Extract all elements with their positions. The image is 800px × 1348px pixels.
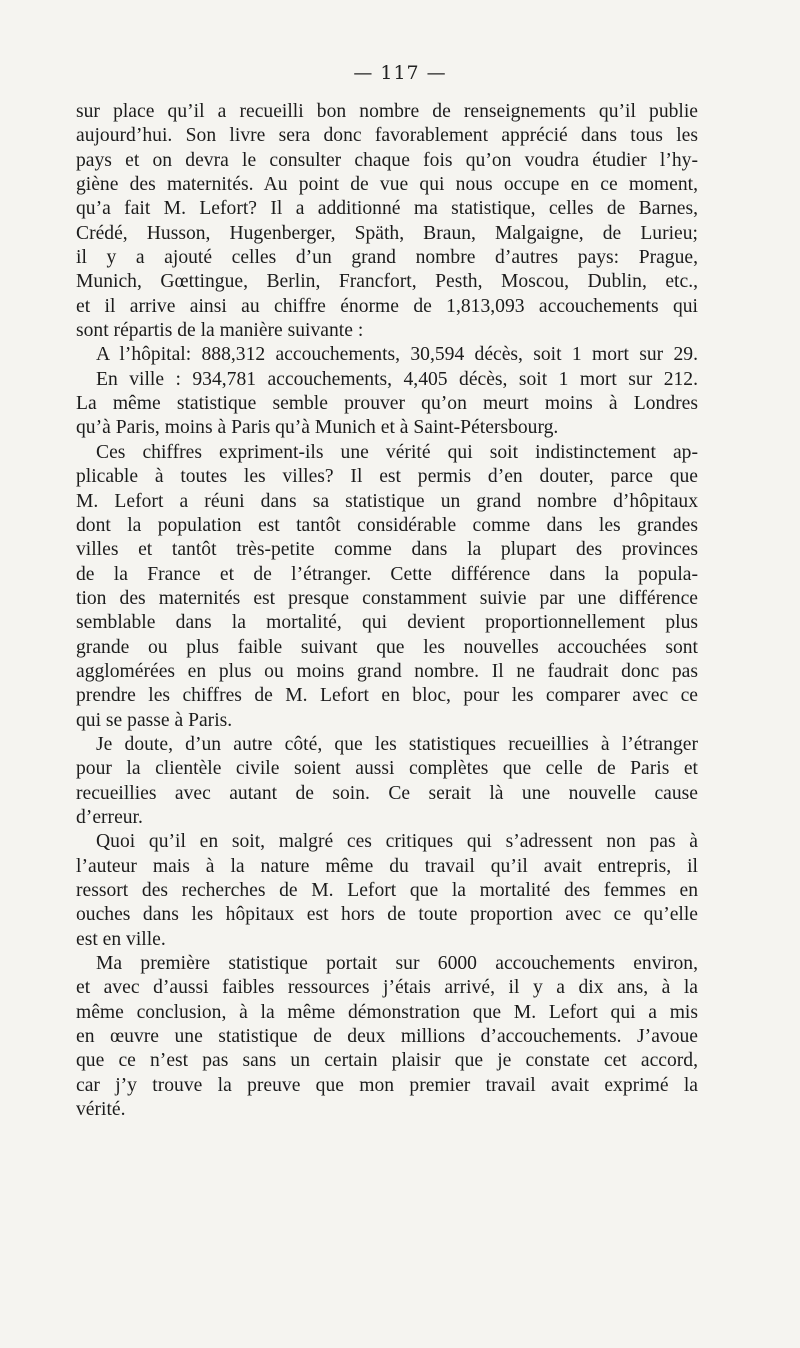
text-line: plicable à toutes les villes? Il est permis d’en douter, parce que	[76, 466, 698, 488]
text-line: villes et tantôt très-petite comme dans la plupart des provinces	[76, 539, 698, 561]
body-text	[76, 100, 698, 1122]
text-line: pays et on devra le consulter chaque fois qu’on voudra étudier l’hy-	[76, 149, 698, 171]
text-line: semblable dans la mortalité, qui devient proportionnellement plus	[76, 612, 698, 634]
text-line: en œuvre une statistique de deux millions d’accouchements. J’avoue	[76, 1026, 698, 1048]
text-line: qu’à Paris, moins à Paris qu’à Munich et à Saint-Pétersbourg.	[76, 417, 559, 439]
text-line: pour la clientèle civile soient aussi complètes que celle de Paris et	[76, 758, 698, 780]
text-line: aujourd’hui. Son livre sera donc favorablement apprécié dans tous les	[76, 125, 698, 147]
text-line: giène des maternités. Au point de vue qui nous occupe en ce moment,	[76, 174, 698, 196]
text-line: Ma première statistique portait sur 6000 accouchements environ,	[96, 953, 698, 975]
text-line: vérité.	[76, 1099, 126, 1121]
text-line: A l’hôpital: 888,312 accouchements, 30,594 décès, soit 1 mort sur 29.	[96, 344, 698, 366]
text-line: qu’a fait M. Lefort? Il a additionné ma statistique, celles de Barnes,	[76, 198, 698, 220]
text-line: ouches dans les hôpitaux est hors de toute proportion avec ce qu’elle	[76, 904, 698, 926]
text-line: et avec d’aussi faibles ressources j’étais arrivé, il y a dix ans, à la	[76, 977, 698, 999]
text-line: dont la population est tantôt considérable comme dans les grandes	[76, 514, 698, 536]
text-line: est en ville.	[76, 928, 166, 950]
text-line: ressort des recherches de M. Lefort que la mortalité des femmes en	[76, 880, 698, 901]
text-line: La même statistique semble prouver qu’on meurt moins à Londres	[76, 393, 698, 415]
text-line: de la France et de l’étranger. Cette différence dans la popula-	[76, 563, 698, 585]
text-line: En ville : 934,781 accouchements, 4,405 décès, soit 1 mort sur 212.	[96, 368, 698, 390]
text-line: prendre les chiffres de M. Lefort en bloc, pour les comparer avec ce	[76, 685, 698, 707]
text-line: sont répartis de la manière suivante :	[76, 320, 364, 342]
text-line: car j’y trouve la preuve que mon premier travail avait exprimé la	[76, 1074, 698, 1096]
text-line: il y a ajouté celles d’un grand nombre d’autres pays: Prague,	[76, 247, 698, 269]
text-line: même conclusion, à la même démonstration que M. Lefort qui a mis	[76, 1001, 698, 1023]
text-line: et il arrive ainsi au chiffre énorme de 1,813,093 accouchements qui	[76, 295, 698, 317]
text-line: sur place qu’il a recueilli bon nombre de renseignements qu’il publie	[76, 101, 698, 122]
page-number: — 117 —	[353, 62, 447, 84]
text-line: qui se passe à Paris.	[76, 709, 233, 731]
text-line: grande ou plus faible suivant que les nouvelles accouchées sont	[76, 636, 698, 658]
text-line: Munich, Gœttingue, Berlin, Francfort, Pesth, Moscou, Dublin, etc.,	[76, 271, 698, 293]
text-line: Je doute, d’un autre côté, que les statistiques recueillies à l’étranger	[96, 733, 698, 755]
text-line: Ces chiffres expriment-ils une vérité qui soit indistinctement ap-	[96, 441, 698, 463]
text-line: Quoi qu’il en soit, malgré ces critiques qui s’adressent non pas à	[96, 831, 698, 853]
text-line: M. Lefort a réuni dans sa statistique un grand nombre d’hôpitaux	[76, 490, 698, 512]
text-line: que ce n’est pas sans un certain plaisir que je constate cet accord,	[76, 1050, 698, 1072]
text-line: agglomérées en plus ou moins grand nombre. Il ne faudrait donc pas	[76, 660, 698, 682]
text-line: l’auteur mais à la nature même du travail qu’il avait entrepris, il	[76, 855, 698, 877]
text-line: Crédé, Husson, Hugenberger, Späth, Braun, Malgaigne, de Lurieu;	[76, 222, 698, 244]
text-line: d’erreur.	[76, 806, 143, 828]
text-line: tion des maternités est presque constamment suivie par une différence	[76, 587, 698, 609]
text-line: recueillies avec autant de soin. Ce serait là une nouvelle cause	[76, 782, 698, 804]
